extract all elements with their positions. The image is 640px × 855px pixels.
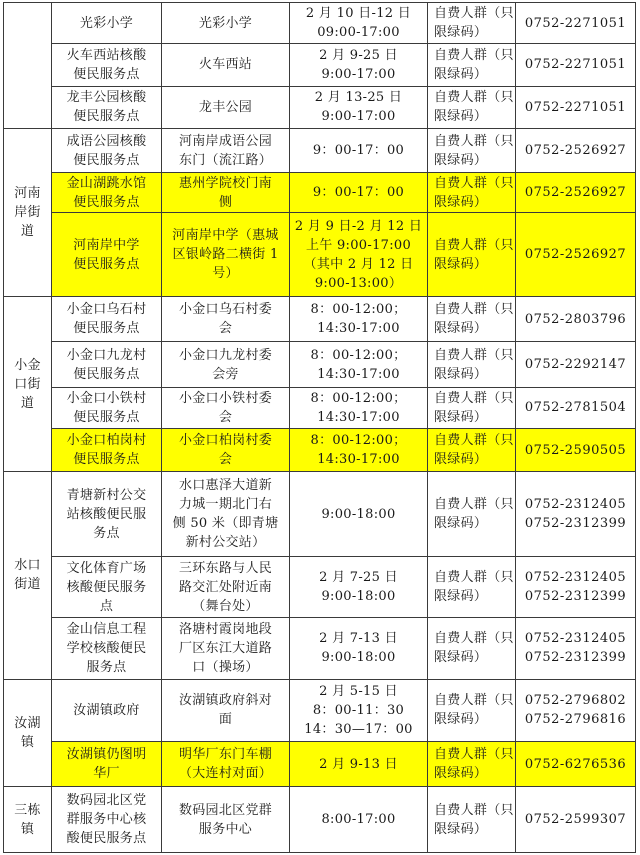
cell-line: 9:00-17:00 [321, 109, 396, 125]
cell-line: 核酸便民服务 [66, 579, 147, 595]
address-cell [162, 556, 290, 617]
cell-line: 自费人群（只 [434, 433, 514, 449]
cell-line: 限绿码） [434, 589, 488, 605]
address-cell [162, 173, 290, 213]
cell-line: 2 月 9-25 日 [319, 47, 398, 63]
cell-line: 惠州学院校门南 [178, 175, 273, 191]
site-name-cell [52, 86, 162, 128]
eligible-group-cell [428, 44, 516, 86]
site-name-cell [52, 618, 162, 679]
cell-line: 限绿码） [434, 321, 488, 337]
cell-line: 限绿码） [434, 766, 488, 782]
hours-cell [290, 213, 428, 297]
table-row [4, 556, 636, 617]
cell-line: 09:00-17:00 [317, 25, 400, 41]
table-row [4, 428, 636, 471]
cell-line: 9：00-17：00 [312, 143, 405, 159]
cell-line: 自费人群（只 [434, 237, 514, 253]
phone-cell [516, 679, 636, 741]
address-cell [162, 387, 290, 428]
table-row [4, 297, 636, 342]
cell-line: 服务中心 [198, 821, 253, 837]
table-row [4, 679, 636, 741]
table-row [4, 3, 636, 44]
cell-line: 河南岸中学（惠城 [172, 228, 279, 244]
cell-line: 群服务中心核 [66, 812, 147, 828]
cell-line: 汝湖镇政府 [73, 702, 140, 718]
district-label: 河南 [14, 185, 41, 201]
hours-cell [290, 44, 428, 86]
cell-line: 自费人群（只 [434, 497, 514, 513]
cell-line: 0752-2796816 [524, 712, 627, 728]
address-cell [162, 3, 290, 44]
address-cell [162, 213, 290, 297]
cell-line: 0752-2599307 [524, 812, 627, 828]
cell-line: 限绿码） [434, 366, 488, 382]
address-cell [162, 618, 290, 679]
cell-line: 9：00-17：00 [312, 185, 405, 201]
eligible-group-cell [428, 128, 516, 172]
eligible-group-cell [428, 679, 516, 741]
cell-line: 14:30-17:00 [317, 409, 400, 425]
cell-line: 口（操场） [192, 659, 259, 675]
cell-line: 小金口柏岗村 [66, 433, 147, 449]
cell-line: 便民服务点 [73, 256, 140, 272]
site-name-cell [52, 787, 162, 853]
hours-cell [290, 556, 428, 617]
cell-line: 9:00-17:00 [321, 66, 396, 82]
cell-line: 8：00-12:00； [310, 347, 407, 363]
district-cell [4, 128, 52, 296]
district-cell [4, 297, 52, 472]
hours-cell [290, 679, 428, 741]
cell-line: 0752-2312399 [524, 650, 627, 666]
cell-line: 0752-2796802 [524, 693, 627, 709]
table-row [4, 787, 636, 853]
site-name-cell [52, 297, 162, 342]
site-name-cell [52, 128, 162, 172]
eligible-group-cell [428, 297, 516, 342]
cell-line: 限绿码） [434, 452, 488, 468]
cell-line: 小金口乌石村委 [178, 302, 273, 318]
eligible-group-cell [428, 428, 516, 471]
cell-line: 自费人群（只 [434, 47, 514, 63]
eligible-group-cell [428, 742, 516, 787]
cell-line: （大连村对面） [178, 766, 273, 782]
hours-cell [290, 86, 428, 128]
cell-line: 汝湖镇仍图明 [66, 747, 147, 763]
eligible-group-cell [428, 472, 516, 557]
district-label: 口街 [14, 376, 41, 392]
district-cell [4, 3, 52, 129]
cell-line: 0752-2312399 [524, 516, 627, 532]
eligible-group-cell [428, 213, 516, 297]
cell-line: 0752-2312405 [524, 631, 627, 647]
cell-line: 华厂 [93, 766, 120, 782]
cell-line: 会旁 [212, 366, 239, 382]
district-cell [4, 472, 52, 679]
cell-line: 0752-2526927 [524, 143, 627, 159]
cell-line: 限绿码） [434, 650, 488, 666]
cell-line: 小金口小铁村委 [178, 390, 273, 406]
cell-line: 便民服务点 [73, 194, 140, 210]
cell-line: 便民服务点 [73, 66, 140, 82]
hours-cell [290, 342, 428, 387]
cell-line: 自费人群（只 [434, 570, 514, 586]
district-label: 镇 [20, 821, 35, 837]
site-name-cell [52, 742, 162, 787]
eligible-group-cell [428, 618, 516, 679]
address-cell [162, 472, 290, 557]
district-label: 岸街 [14, 204, 41, 220]
site-name-cell [52, 44, 162, 86]
phone-cell [516, 173, 636, 213]
phone-cell [516, 342, 636, 387]
cell-line: 小金口乌石村 [66, 302, 147, 318]
table-row [4, 86, 636, 128]
phone-cell [516, 787, 636, 853]
district-cell [4, 787, 52, 853]
cell-line: 14：30—17：00 [304, 721, 413, 737]
cell-line: 水口惠泽大道新 [178, 478, 273, 494]
cell-line: 0752-6276536 [524, 756, 627, 772]
cell-line: 2 月 9-13 日 [319, 756, 398, 772]
cell-line: 自费人群（只 [434, 90, 514, 106]
address-cell [162, 86, 290, 128]
hours-cell [290, 387, 428, 428]
site-name-cell [52, 3, 162, 44]
phone-cell [516, 44, 636, 86]
cell-line: 洛塘村霞岗地段 [178, 621, 273, 637]
cell-line: 小金口九龙村 [66, 347, 147, 363]
cell-line: 0752-2271051 [524, 99, 627, 115]
cell-line: 河南岸中学 [73, 237, 140, 253]
cell-line: 9:00-13:00） [314, 275, 403, 291]
district-label: 街道 [14, 577, 41, 593]
cell-line: 自费人群（只 [434, 390, 514, 406]
cell-line: 自费人群（只 [434, 133, 514, 149]
site-name-cell [52, 679, 162, 741]
cell-line: 限绿码） [434, 152, 488, 168]
address-cell [162, 428, 290, 471]
cell-line: 0752-2271051 [524, 15, 627, 31]
site-name-cell [52, 342, 162, 387]
table-row [4, 213, 636, 297]
hours-cell [290, 128, 428, 172]
cell-line: 服务点 [86, 659, 127, 675]
hours-cell [290, 787, 428, 853]
cell-line: 便民服务点 [73, 321, 140, 337]
cell-line: 自费人群（只 [434, 802, 514, 818]
cell-line: 9:00-18:00 [321, 506, 396, 522]
cell-line: 14:30-17:00 [317, 321, 400, 337]
cell-line: 文化体育广场 [66, 560, 147, 576]
cell-line: 新村公交站） [185, 535, 266, 551]
site-name-cell [52, 428, 162, 471]
cell-line: （其中 2 月 12 日 [303, 256, 414, 272]
hours-cell [290, 618, 428, 679]
table-row [4, 472, 636, 557]
district-label: 三栋 [14, 802, 41, 818]
phone-cell [516, 472, 636, 557]
cell-line: 0752-2312399 [524, 589, 627, 605]
cell-line: 限绿码） [434, 409, 488, 425]
testing-sites-table [3, 2, 636, 853]
cell-line: 酸便民服务点 [66, 831, 147, 847]
cell-line: 侧 50 米（即青塘 [172, 516, 279, 532]
district-label: 水口 [14, 558, 41, 574]
cell-line: 三环东路与人民 [178, 560, 273, 576]
cell-line: 站核酸便民服 [66, 506, 147, 522]
eligible-group-cell [428, 556, 516, 617]
cell-line: 0752-2292147 [524, 357, 627, 373]
cell-line: 限绿码） [434, 109, 488, 125]
table-body [4, 3, 636, 853]
cell-line: 9:00-18:00 [321, 589, 396, 605]
cell-line: 厂区东江大道路 [178, 640, 273, 656]
cell-line: 0752-2271051 [524, 57, 627, 73]
cell-line: 面 [218, 712, 233, 728]
cell-line: 上午 9:00-17:00 [305, 237, 412, 253]
eligible-group-cell [428, 173, 516, 213]
site-name-cell [52, 387, 162, 428]
cell-line: 明华厂东门车棚 [178, 747, 273, 763]
address-cell [162, 342, 290, 387]
cell-line: 9:00-18:00 [321, 650, 396, 666]
cell-line: 汝湖镇政府斜对 [178, 693, 273, 709]
cell-line: 便民服务点 [73, 409, 140, 425]
table-row [4, 387, 636, 428]
cell-line: 8：00-11：30 [312, 702, 405, 718]
cell-line: 数码园北区党 [66, 793, 147, 809]
cell-line: 8：00-12:00； [310, 390, 407, 406]
district-label: 道 [20, 395, 35, 411]
cell-line: 2 月 7-13 日 [319, 631, 398, 647]
cell-line: 光彩小学 [79, 15, 134, 31]
cell-line: 0752-2526927 [524, 247, 627, 263]
site-name-cell [52, 213, 162, 297]
cell-line: 限绿码） [434, 194, 488, 210]
cell-line: 限绿码） [434, 25, 488, 41]
phone-cell [516, 86, 636, 128]
eligible-group-cell [428, 3, 516, 44]
table-row [4, 128, 636, 172]
eligible-group-cell [428, 387, 516, 428]
table-row [4, 742, 636, 787]
cell-line: 14:30-17:00 [317, 366, 400, 382]
phone-cell [516, 556, 636, 617]
table-row [4, 44, 636, 86]
cell-line: 2 月 5-15 日 [319, 683, 398, 699]
cell-line: 龙丰公园 [198, 99, 253, 115]
address-cell [162, 297, 290, 342]
cell-line: 自费人群（只 [434, 6, 514, 22]
cell-line: 号） [212, 266, 239, 282]
hours-cell [290, 173, 428, 213]
phone-cell [516, 3, 636, 44]
cell-line: 点 [99, 598, 114, 614]
hours-cell [290, 3, 428, 44]
cell-line: 金山信息工程 [66, 621, 147, 637]
cell-line: 光彩小学 [198, 15, 253, 31]
cell-line: 火车西站核酸 [66, 47, 147, 63]
phone-cell [516, 428, 636, 471]
cell-line: 2 月 7-25 日 [319, 570, 398, 586]
cell-line: 便民服务点 [73, 366, 140, 382]
cell-line: （舞台处） [192, 598, 259, 614]
cell-line: 小金口九龙村委 [178, 347, 273, 363]
cell-line: 2 月 10 日-12 日 [305, 6, 412, 22]
hours-cell [290, 297, 428, 342]
address-cell [162, 679, 290, 741]
phone-cell [516, 213, 636, 297]
cell-line: 14:30-17:00 [317, 452, 400, 468]
cell-line: 会 [218, 452, 233, 468]
cell-line: 火车西站 [198, 57, 253, 73]
cell-line: 便民服务点 [73, 152, 140, 168]
cell-line: 区银岭路二横街 1 [172, 247, 279, 263]
cell-line: 0752-2312405 [524, 570, 627, 586]
cell-line: 小金口柏岗村委 [178, 433, 273, 449]
cell-line: 东门（流江路） [178, 152, 273, 168]
district-label: 小金 [14, 357, 41, 373]
district-label: 道 [20, 223, 35, 239]
cell-line: 青塘新村公交 [66, 487, 147, 503]
district-cell [4, 679, 52, 787]
cell-line: 8：00-12:00； [310, 302, 407, 318]
hours-cell [290, 472, 428, 557]
cell-line: 便民服务点 [73, 109, 140, 125]
phone-cell [516, 618, 636, 679]
cell-line: 8:00-17:00 [321, 812, 396, 828]
cell-line: 小金口小铁村 [66, 390, 147, 406]
cell-line: 龙丰公园核酸 [66, 90, 147, 106]
cell-line: 8：00-12:00； [310, 433, 407, 449]
cell-line: 会 [218, 321, 233, 337]
cell-line: 限绿码） [434, 66, 488, 82]
site-name-cell [52, 173, 162, 213]
cell-line: 便民服务点 [73, 452, 140, 468]
cell-line: 路交汇处附近南 [178, 579, 273, 595]
district-label: 汝湖 [14, 716, 41, 732]
phone-cell [516, 742, 636, 787]
cell-line: 成语公园核酸 [66, 133, 147, 149]
table-row [4, 173, 636, 213]
site-name-cell [52, 472, 162, 557]
cell-line: 自费人群（只 [434, 631, 514, 647]
eligible-group-cell [428, 86, 516, 128]
cell-line: 0752-2526927 [524, 185, 627, 201]
cell-line: 自费人群（只 [434, 347, 514, 363]
address-cell [162, 787, 290, 853]
eligible-group-cell [428, 342, 516, 387]
cell-line: 自费人群（只 [434, 693, 514, 709]
cell-line: 会 [218, 409, 233, 425]
address-cell [162, 128, 290, 172]
phone-cell [516, 387, 636, 428]
hours-cell [290, 428, 428, 471]
cell-line: 金山湖跳水馆 [66, 175, 147, 191]
cell-line: 数码园北区党群 [178, 802, 273, 818]
cell-line: 2 月 9 日-2 月 12 日 [294, 218, 423, 234]
cell-line: 限绿码） [434, 712, 488, 728]
cell-line: 0752-2590505 [524, 442, 627, 458]
site-name-cell [52, 556, 162, 617]
phone-cell [516, 297, 636, 342]
cell-line: 0752-2781504 [524, 400, 627, 416]
address-cell [162, 742, 290, 787]
cell-line: 0752-2312405 [524, 497, 627, 513]
cell-line: 自费人群（只 [434, 175, 514, 191]
phone-cell [516, 128, 636, 172]
district-label: 镇 [20, 735, 35, 751]
cell-line: 务点 [93, 525, 120, 541]
cell-line: 侧 [218, 194, 233, 210]
hours-cell [290, 742, 428, 787]
eligible-group-cell [428, 787, 516, 853]
address-cell [162, 44, 290, 86]
cell-line: 0752-2803796 [524, 311, 627, 327]
cell-line: 2 月 13-25 日 [314, 90, 403, 106]
cell-line: 学校核酸便民 [66, 640, 147, 656]
cell-line: 限绿码） [434, 516, 488, 532]
table-row [4, 618, 636, 679]
cell-line: 自费人群（只 [434, 302, 514, 318]
cell-line: 力城一期北门右 [178, 497, 273, 513]
cell-line: 限绿码） [434, 256, 488, 272]
cell-line: 自费人群（只 [434, 747, 514, 763]
cell-line: 河南岸成语公园 [178, 133, 273, 149]
table-row [4, 342, 636, 387]
cell-line: 限绿码） [434, 821, 488, 837]
